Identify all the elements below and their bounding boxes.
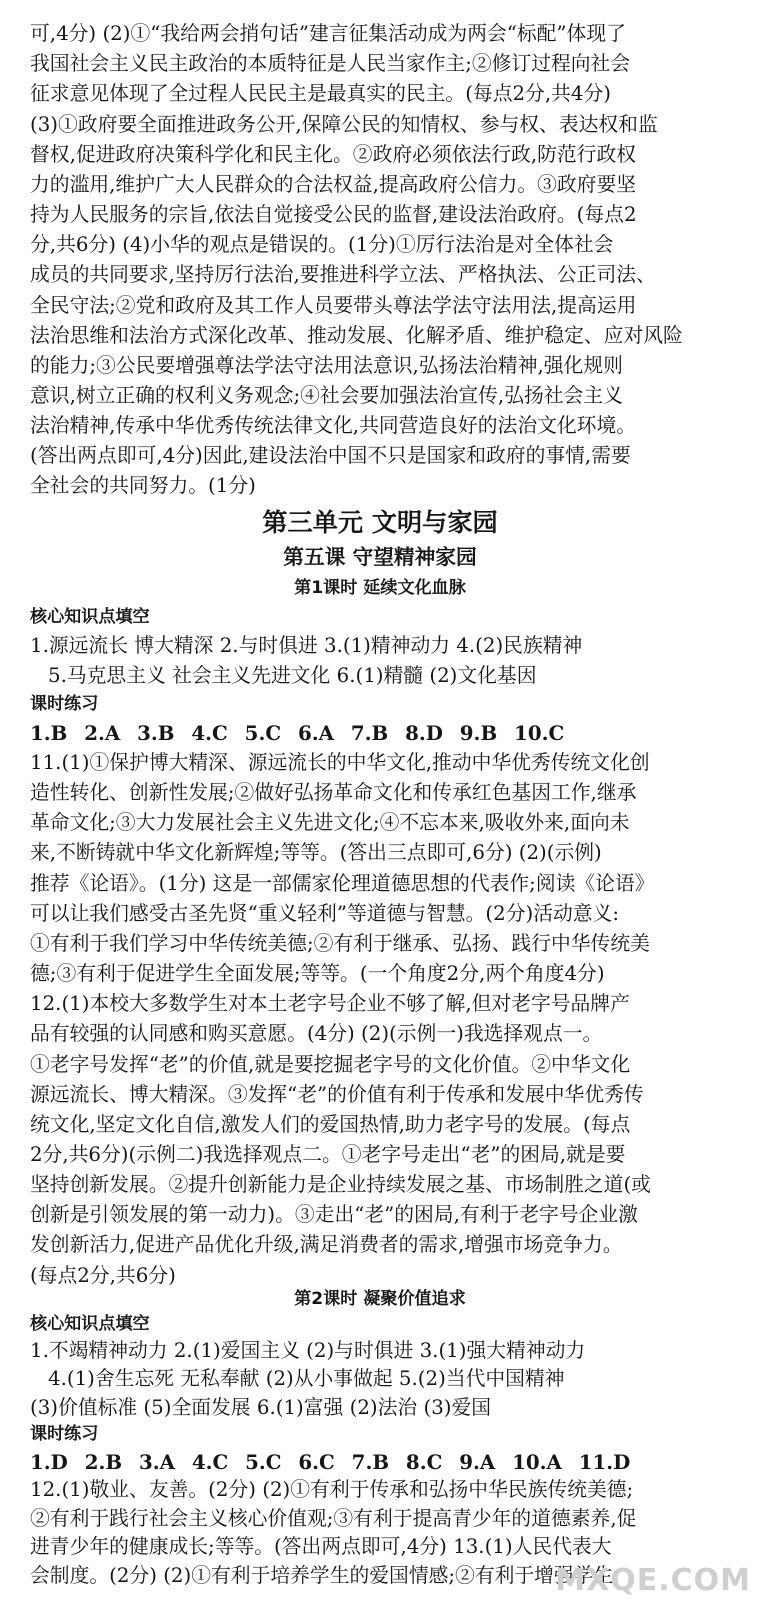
knowledge-line: (3)价值标准 (5)全面发展 6.(1)富强 (2)法治 (3)爱国 [30,1395,492,1419]
text-line: 2分,共6分)(示例二)我选择观点二。①老字号走出“老”的困局,就是要 [30,1142,626,1166]
text-line: 督权,促进政府决策科学化和民主化。②政府必须依法行政,防范行政权 [30,142,637,166]
practice-heading: 课时练习 [30,693,99,714]
text-line: 推荐《论语》。(1分) 这是一部儒家伦理道德思想的代表作;阅读《论语》 [30,871,655,895]
choice-answers: 1.B 2.A 3.B 4.C 5.C 6.A 7.B 8.D 9.B 10.C [30,720,565,745]
text-line: 可以让我们感受古圣先贤“重义轻利”等道德与智慧。(2分)活动意义: [30,901,620,925]
text-line: 品有较强的认同感和购买意愿。(4分) (2)(示例一)我选择观点一。 [30,1022,603,1046]
text-line: 造性转化、创新性发展;②做好弘扬革命文化和传承红色基因工作,继承 [30,781,637,805]
knowledge-line: 5.马克思主义 社会主义先进文化 6.(1)精髓 (2)文化基因 [48,663,537,687]
text-line: 坚持创新发展。②提升创新能力是企业持续发展之基、市场制胜之道(或 [30,1173,651,1197]
text-line: 我国社会主义民主政治的本质特征是人民当家作主;②修订过程向社会 [30,52,631,76]
knowledge-heading: 核心知识点填空 [30,606,150,627]
text-line: 12.(1)本校大多数学生对本土老字号企业不够了解,但对老字号品牌产 [30,992,630,1016]
text-line: 的能力;③公民要增强尊法学法守法用法意识,弘扬法治精神,强化规则 [30,353,623,377]
text-line: ①老字号发挥“老”的价值,就是要挖掘老字号的文化价值。②中华文化 [30,1052,631,1076]
text-line: 发创新活力,促进产品优化升级,满足消费者的需求,增强市场竞争力。 [30,1233,623,1257]
text-line: 力的滥用,维护广大人民群众的合法权益,提高政府公信力。③政府要坚 [30,172,637,196]
text-line: 分,共6分) (4)小华的观点是错误的。(1分)①厉行法治是对全体社会 [30,233,614,257]
text-line: 法治精神,传承中华优秀传统法律文化,共同营造良好的法治文化环境。 [30,414,637,438]
knowledge-heading-2: 核心知识点填空 [30,1313,150,1334]
text-line: ②有利于践行社会主义核心价值观;③有利于提高青少年的道德素养,促 [30,1506,637,1530]
text-line: 11.(1)①保护博大精深、源远流长的中华文化,推动中华优秀传统文化创 [30,750,650,774]
lesson-title: 第五课 守望精神家园 [283,544,477,569]
text-line: (每点2分,共6分) [30,1263,176,1287]
text-line: (答出两点即可,4分)因此,建设法治中国不只是国家和政府的事情,需要 [30,444,631,468]
text-line: 会制度。(2分) (2)①有利于培养学生的爱国情感;②有利于增强学生 [30,1563,614,1587]
knowledge-line: 1.不竭精神动力 2.(1)爱国主义 (2)与时俱进 3.(1)强大精神动力 [30,1339,586,1362]
text-line: ①有利于我们学习中华传统美德;②有利于继承、弘扬、践行中华传统美 [30,931,650,955]
text-line: 德;③有利于促进学生全面发展;等等。(一个角度2分,两个角度4分) [30,962,605,986]
text-line: 革命文化;③大力发展社会主义先进文化;④不忘本来,吸收外来,面向未 [30,811,630,835]
unit-title: 第三单元 文明与家园 [262,507,498,537]
text-line: 12.(1)敬业、友善。(2分) (2)①有利于传承和弘扬中华民族传统美德; [30,1478,634,1502]
text-line: 意识,树立正确的权利义务观念;④社会要加强法治宣传,弘扬社会主义 [30,384,623,407]
period-2-title: 第2课时 凝聚价值追求 [294,1288,466,1309]
text-line: 创新是引领发展的第一动力)。③走出“老”的困局,有利于老字号企业激 [30,1203,638,1227]
text-line: 源远流长、博大精深。③发挥“老”的价值有利于传承和发展中华优秀传 [30,1082,644,1106]
text-line: 全社会的共同努力。(1分) [30,474,256,498]
text-line: 征求意见体现了全过程人民民主是最真实的民主。(每点2分,共4分) [30,82,611,106]
text-line: 成员的共同要求,坚持厉行法治,要推进科学立法、严格执法、公正司法、 [30,263,656,287]
text-line: 可,4分) (2)①“我给两会捎句话”建言征集活动成为两会“标配”体现了 [30,22,626,46]
text-line: (3)①政府要全面推进政务公开,保障公民的知情权、参与权、表达权和监 [30,112,658,136]
knowledge-line: 1.源远流长 博大精深 2.与时俱进 3.(1)精神动力 4.(2)民族精神 [30,633,583,657]
text-line: 全民守法;②党和政府及其工作人员要带头尊法学法守法用法,提高运用 [30,293,637,317]
text-line: 持为人民服务的宗旨,依法自觉接受公民的监督,建设法治政府。(每点2 [30,203,637,227]
text-line: 来,不断铸就中华文化新辉煌;等等。(答出三点即可,6分) (2)(示例) [30,841,602,865]
text-line: 进青少年的健康成长;等等。(答出两点即可,4分) 13.(1)人民代表大 [30,1535,612,1559]
watermark-logo: MXQE.COM [555,1563,751,1598]
knowledge-line: 4.(1)舍生忘死 无私奉献 (2)从小事做起 5.(2)当代中国精神 [48,1367,565,1391]
text-line: 统文化,坚定文化自信,激发人们的爱国热情,助力老字号的发展。(每点 [30,1112,631,1136]
text-line: 法治思维和法治方式深化改革、推动发展、化解矛盾、维护稳定、应对风险 [30,323,683,347]
period-1-title: 第1课时 延续文化血脉 [294,578,466,599]
choice-answers-2: 1.D 2.B 3.A 4.C 5.C 6.C 7.B 8.C 9.A 10.A 11.D [30,1449,631,1474]
practice-heading-2: 课时练习 [30,1424,99,1445]
